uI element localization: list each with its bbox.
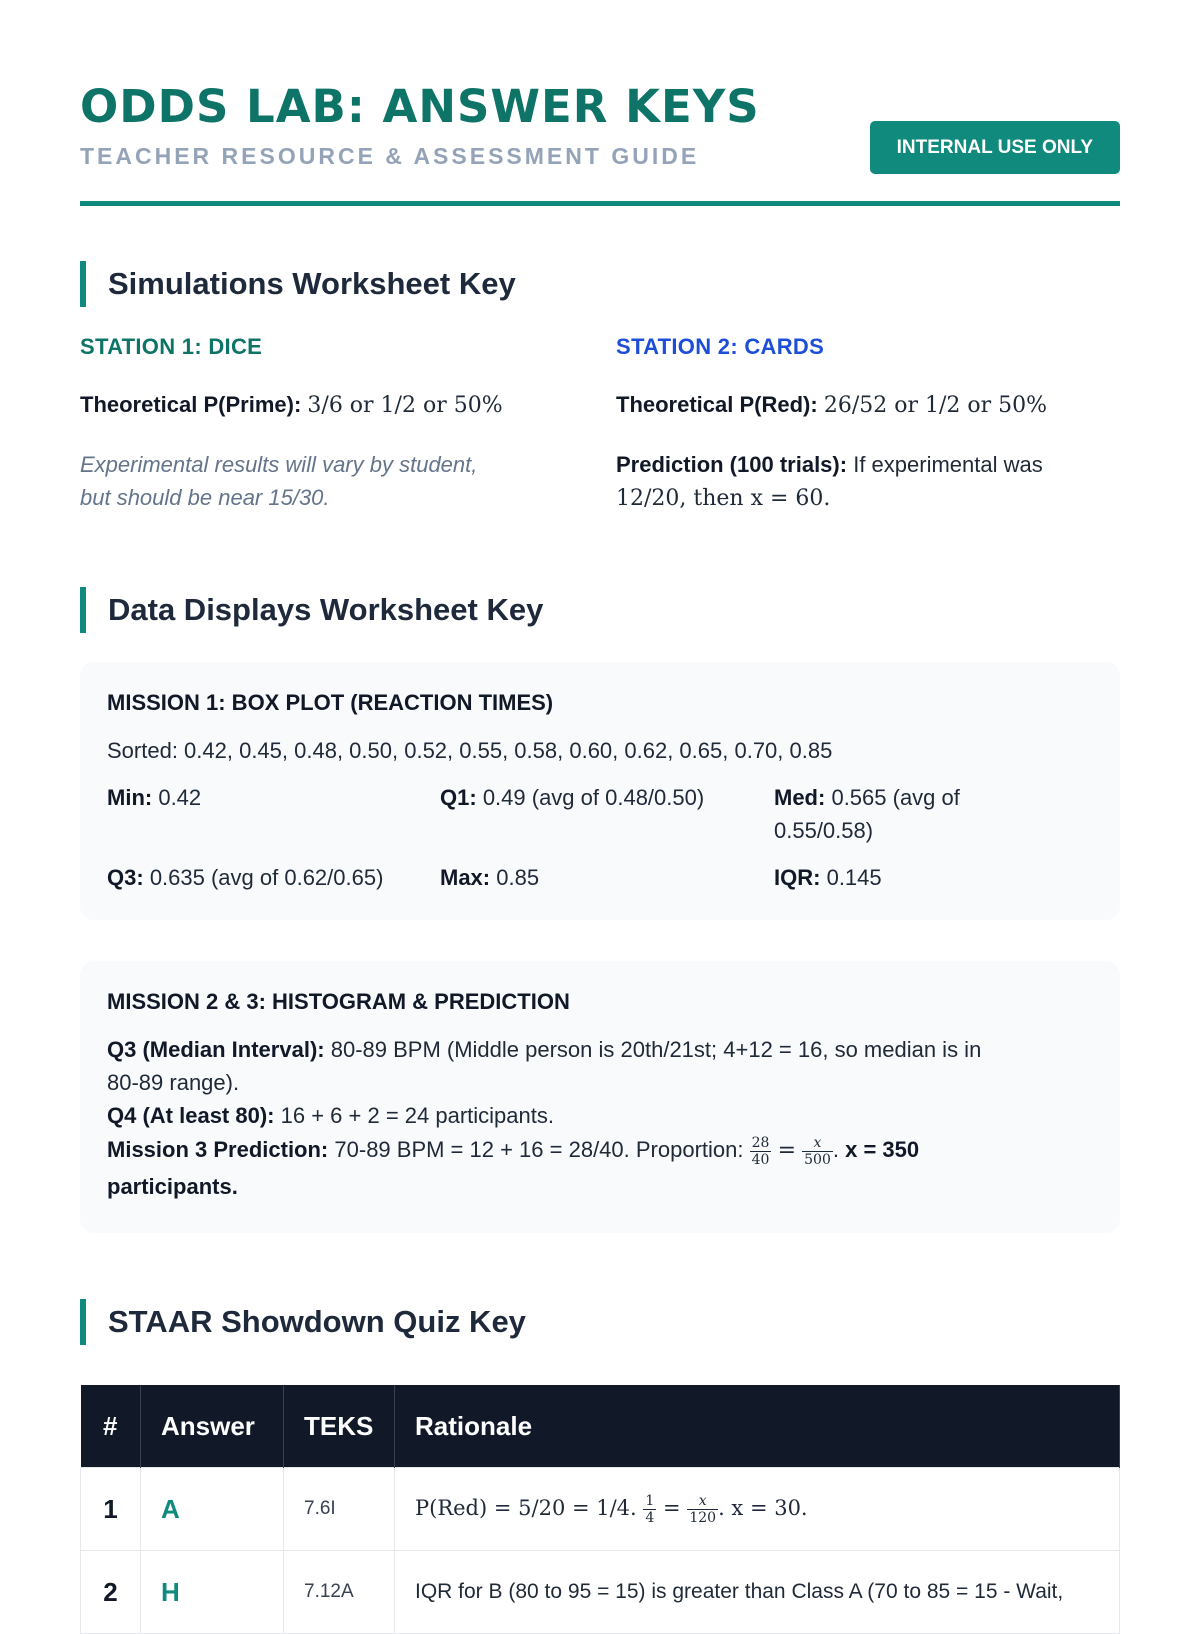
- fraction-denominator: 120: [689, 1509, 717, 1526]
- fraction-numerator: 28: [751, 1134, 770, 1151]
- col-header-number: #: [81, 1385, 141, 1468]
- station-1-label: Theoretical P(Prime):: [80, 392, 302, 417]
- page-header: [80, 0, 1120, 206]
- quiz-heading: STAAR Showdown Quiz Key: [80, 1299, 526, 1345]
- answer-choice: H: [141, 1551, 284, 1634]
- at-least-80-value: 16 + 6 + 2 = 24 participants.: [280, 1103, 554, 1128]
- stat-iqr: [774, 861, 882, 894]
- mission-3-answer-unit: participants.: [107, 1174, 238, 1199]
- data-displays-heading: Data Displays Worksheet Key: [80, 587, 543, 633]
- stat-min: [107, 781, 201, 814]
- fraction-numerator: 1: [645, 1492, 655, 1509]
- stat-min-value: 0.42: [158, 785, 202, 810]
- mission-2-3-title: MISSION 2 & 3: HISTOGRAM & PREDICTION: [107, 989, 570, 1014]
- mission-3-prediction: Mission 3 Prediction: 70-89 BPM = 12 + 16 = 28/40. Proportion: $\frac{28}{40}$ = $\frac{x}{500}$ . x = 350 participants.: [107, 1134, 920, 1199]
- equals-sign: =: [777, 1138, 797, 1163]
- mission-3-label: Mission 3 Prediction:: [107, 1137, 329, 1162]
- stat-max-label: Max:: [440, 865, 491, 890]
- stat-q1: [440, 781, 704, 814]
- mission-1-title: MISSION 1: BOX PLOT (REACTION TIMES): [107, 690, 554, 715]
- table-row: [81, 1551, 1120, 1634]
- quiz-answer-table: [80, 1385, 1120, 1634]
- stat-q3-label: Q3:: [107, 865, 144, 890]
- stat-median-value-line1: 0.565 (avg of: [831, 785, 960, 810]
- station-2-pred-line1: If experimental was: [853, 452, 1043, 477]
- fraction-x-120: [687, 1493, 718, 1526]
- col-header-rationale: Rationale: [395, 1385, 1120, 1468]
- simulations-heading: Simulations Worksheet Key: [80, 261, 516, 307]
- station-1-value: 3/6 or 1/2 or 50%: [307, 393, 503, 418]
- mission-3-answer: x = 350: [845, 1137, 920, 1162]
- station-1-theoretical: [80, 388, 560, 422]
- station-2-label: Theoretical P(Red):: [616, 392, 818, 417]
- question-number: 2: [81, 1551, 141, 1634]
- station-1-note-line2: but should be near 15/30.: [80, 485, 330, 510]
- col-header-answer: Answer: [141, 1385, 284, 1468]
- station-2: [616, 330, 1120, 515]
- stat-max-value: 0.85: [496, 865, 540, 890]
- table-row: [81, 1468, 1120, 1551]
- stat-iqr-value: 0.145: [826, 865, 882, 890]
- fraction-28-40: [750, 1135, 772, 1168]
- fraction-numerator: x: [687, 1493, 718, 1510]
- stat-iqr-label: IQR:: [774, 865, 821, 890]
- internal-use-badge: INTERNAL USE ONLY: [870, 121, 1120, 174]
- station-2-pred-line2: 12/20, then x = 60.: [616, 486, 831, 511]
- station-2-prediction: [616, 448, 1120, 515]
- stat-q1-label: Q1:: [440, 785, 477, 810]
- mission-2-3-body: [107, 1033, 1093, 1205]
- col-header-teks: TEKS: [284, 1385, 395, 1468]
- answer-key-page: [80, 0, 1120, 1607]
- stat-min-label: Min:: [107, 785, 153, 810]
- station-1-title: STATION 1: DICE: [80, 334, 263, 359]
- station-2-value: 26/52 or 1/2 or 50%: [823, 393, 1048, 418]
- fraction-x-500: [802, 1135, 833, 1168]
- page-title: ODDS LAB: ANSWER KEYS: [80, 80, 760, 133]
- station-1: [80, 330, 560, 514]
- median-interval-line1: 80-89 BPM (Middle person is 20th/21st; 4+12 = 16, so median is in: [330, 1037, 982, 1062]
- station-2-pred-label: Prediction (100 trials):: [616, 452, 848, 477]
- station-2-theoretical: [616, 388, 1120, 422]
- stat-q1-value: 0.49 (avg of 0.48/0.50): [482, 785, 705, 810]
- stat-median-label: Med:: [774, 785, 826, 810]
- question-number: 1: [81, 1468, 141, 1551]
- median-interval-answer: [107, 1033, 1093, 1099]
- stat-max: [440, 861, 539, 894]
- station-2-title: STATION 2: CARDS: [616, 334, 825, 359]
- rationale-text: P(Red) = 5/20 = 1/4.: [415, 1495, 637, 1520]
- rationale: P(Red) = 5/20 = 1/4. $\frac{1}{4}$ = $\frac{x}{120}$ . x = 30.: [395, 1468, 1120, 1551]
- page-subtitle: TEACHER RESOURCE & ASSESSMENT GUIDE: [80, 143, 700, 169]
- fraction-denominator: 40: [751, 1151, 770, 1168]
- median-interval-label: Q3 (Median Interval):: [107, 1037, 325, 1062]
- stat-median: [774, 781, 1074, 847]
- stat-q3: [107, 861, 383, 894]
- rationale: IQR for B (80 to 95 = 15) is greater than Class A (70 to 85 = 15 - Wait,: [395, 1551, 1120, 1634]
- rationale-result: x = 30.: [731, 1495, 808, 1520]
- teks-code: 7.6I: [284, 1468, 395, 1551]
- equals-sign: =: [663, 1495, 681, 1520]
- fraction-denominator: 4: [645, 1509, 655, 1526]
- at-least-80-label: Q4 (At least 80):: [107, 1103, 275, 1128]
- mission-1-card: [80, 662, 1120, 920]
- mission-2-3-card: [80, 961, 1120, 1233]
- stat-q3-value: 0.635 (avg of 0.62/0.65): [149, 865, 384, 890]
- at-least-80-answer: [107, 1099, 1093, 1132]
- teks-code: 7.12A: [284, 1551, 395, 1634]
- fraction-denominator: 500: [804, 1151, 831, 1168]
- answer-choice: A: [141, 1468, 284, 1551]
- fraction-numerator: x: [802, 1135, 833, 1152]
- median-interval-line2: 80-89 range).: [107, 1070, 240, 1095]
- station-1-note-line1: Experimental results will vary by student,: [80, 452, 478, 477]
- mission-3-text: 70-89 BPM = 12 + 16 = 28/40. Proportion:: [334, 1137, 744, 1162]
- fraction-1-4: [643, 1493, 656, 1526]
- stat-median-value-line2: 0.55/0.58): [774, 818, 874, 843]
- station-1-note: [80, 448, 560, 514]
- table-header-row: [81, 1385, 1120, 1468]
- mission-1-sorted: Sorted: 0.42, 0.45, 0.48, 0.50, 0.52, 0.55, 0.58, 0.60, 0.62, 0.65, 0.70, 0.85: [107, 738, 833, 763]
